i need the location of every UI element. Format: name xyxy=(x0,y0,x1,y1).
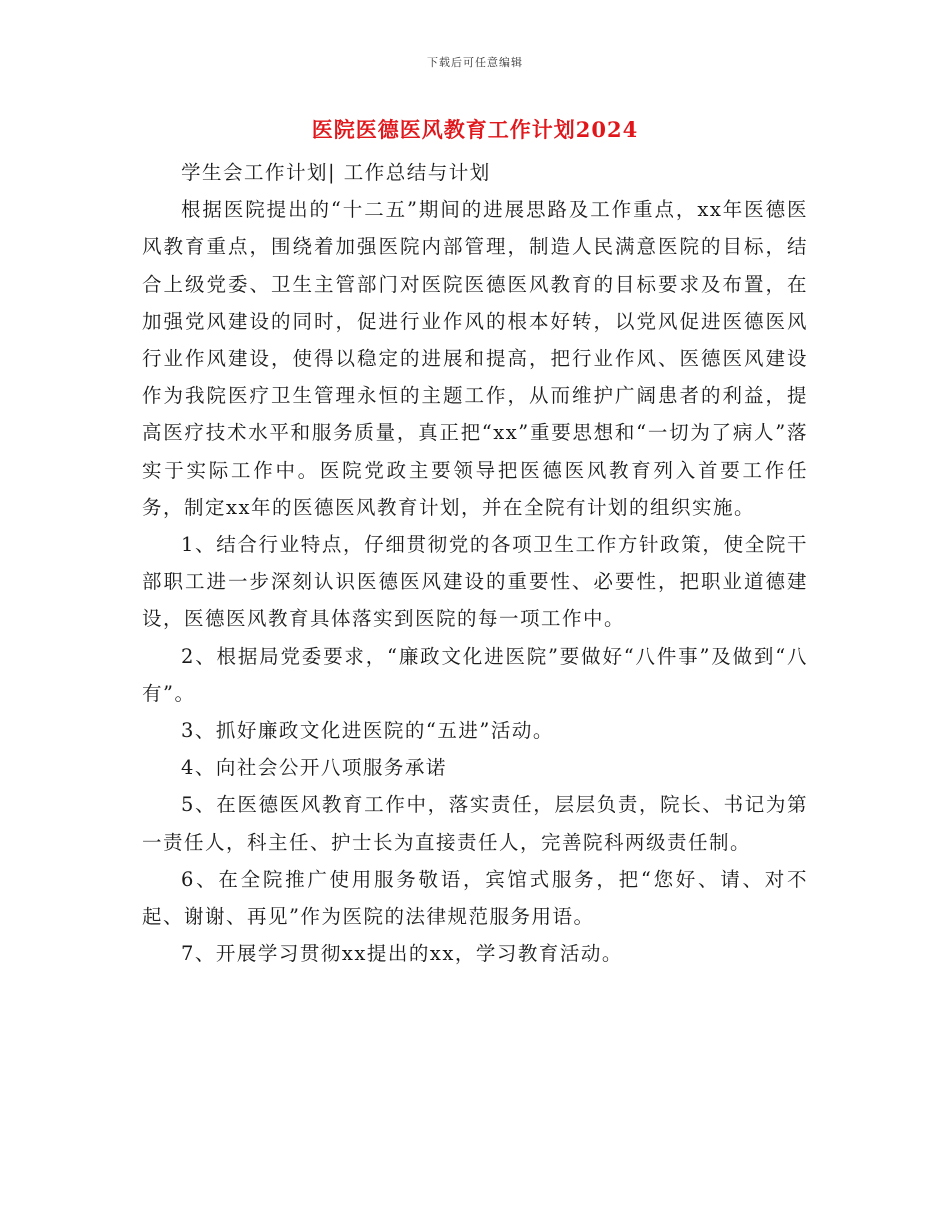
document-body xyxy=(142,154,808,972)
item-paragraph-4: 4、向社会公开八项服务承诺 xyxy=(181,756,447,780)
document-title: 医院医德医风教育工作计划2024 xyxy=(311,117,639,142)
header-note: 下载后可任意编辑 xyxy=(427,56,523,69)
item-paragraph-2: 2、根据局党委要求，“廉政文化进医院”要做好“八件事”及做到“八有”。 xyxy=(142,644,808,705)
item-paragraph-7: 7、开展学习贯彻xx提出的xx，学习教育活动。 xyxy=(181,942,623,966)
subtitle-line: 学生会工作计划| 工作总结与计划 xyxy=(181,161,491,184)
item-paragraph-1: 1、结合行业特点，仔细贯彻党的各项卫生工作方针政策，使全院干部职工进一步深刻认识医德医风建设的重要性、必要性，把职业道德建设，医德医风教育具体落实到医院的每一项工作中。 xyxy=(142,533,808,631)
item-paragraph-6: 6、在全院推广使用服务敬语，宾馆式服务，把“您好、请、对不起、谢谢、再见”作为医院的法律规范服务用语。 xyxy=(142,867,808,929)
item-paragraph-5: 5、在医德医风教育工作中，落实责任，层层负责，院长、书记为第一责任人，科主任、护士长为直接责任人，完善院科两级责任制。 xyxy=(142,793,808,854)
intro-paragraph: 根据医院提出的“十二五”期间的进展思路及工作重点，xx年医德医风教育重点，围绕着加强医院内部管理，制造人民满意医院的目标，结合上级党委、卫生主管部门对医院医德医风教育的目标要求及布置，在加强党风建设的同时，促进行业作风的根本好转，以党风促进医德医风行业作风建设，使得以稳定的进展和提高，把行业作风、医德医风建设作为我院医疗卫生管理永恒的主题工作，从而维护广阔患者的利益，提高医疗技术水平和服务质量，真正把“xx”重要思想和“一切为了病人”落实于实际工作中。医院党政主要领导把医德医风教育列入首要工作任务，制定xx年的医德医风教育计划，并在全院有计划的组织实施。 xyxy=(142,198,808,519)
item-paragraph-3: 3、抓好廉政文化进医院的“五进”活动。 xyxy=(181,719,554,743)
